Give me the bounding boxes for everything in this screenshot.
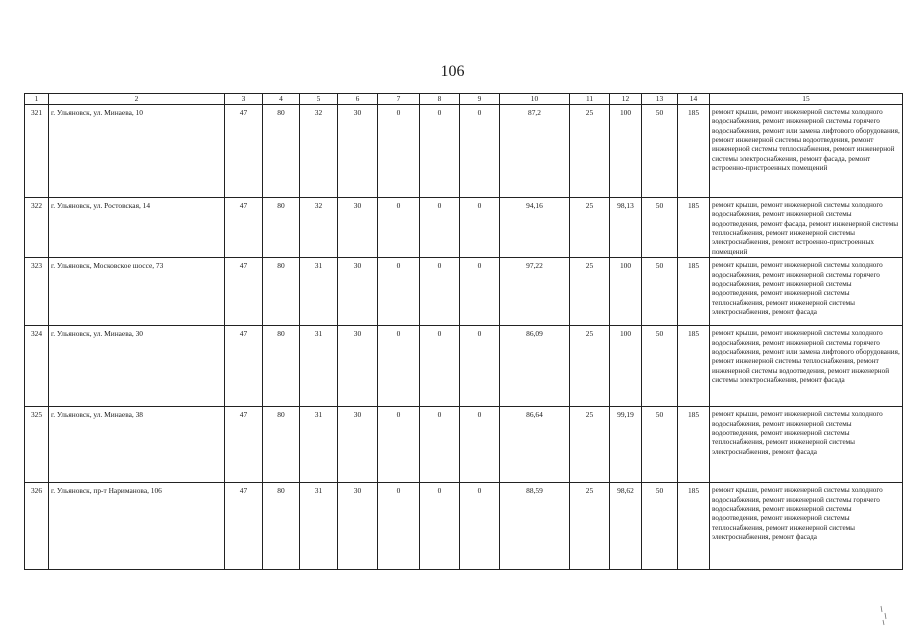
value-cell: 88,59 xyxy=(500,483,570,570)
value-cell: 0 xyxy=(378,105,420,198)
value-cell: 30 xyxy=(338,407,378,483)
repair-works-cell: ремонт крыши, ремонт инженерной системы холодного водоснабжения, ремонт инженерной системы водоотведения, ремонт фасада, ремонт инженерной системы теплоснабжения, ремонт инженерной системы электроснабжения, ремонт встроенно-пристроенных помещений xyxy=(710,198,903,258)
value-cell: 0 xyxy=(378,198,420,258)
value-cell: 25 xyxy=(570,407,610,483)
repair-works-cell: ремонт крыши, ремонт инженерной системы холодного водоснабжения, ремонт инженерной системы горячего водоснабжения, ремонт или замена лифтового оборудования, ремонт инженерной системы водоотведения, ремонт инженерной системы теплоснабжения, ремонт инженерной системы электроснабжения, ремонт фасада, ремонт встроенно-пристроенных помещений xyxy=(710,105,903,198)
value-cell: 80 xyxy=(263,407,300,483)
value-cell: 0 xyxy=(420,105,460,198)
value-cell: 0 xyxy=(378,258,420,326)
address-cell: г. Ульяновск, Московское шоссе, 73 xyxy=(49,258,225,326)
value-cell: 50 xyxy=(642,105,678,198)
value-cell: 30 xyxy=(338,483,378,570)
address-cell: г. Ульяновск, ул. Минаева, 10 xyxy=(49,105,225,198)
value-cell: 47 xyxy=(225,105,263,198)
value-cell: 98,13 xyxy=(610,198,642,258)
value-cell: 185 xyxy=(678,258,710,326)
column-header: 1 xyxy=(25,94,49,105)
value-cell: 32 xyxy=(300,105,338,198)
value-cell: 94,16 xyxy=(500,198,570,258)
value-cell: 100 xyxy=(610,258,642,326)
value-cell: 0 xyxy=(420,258,460,326)
value-cell: 47 xyxy=(225,326,263,407)
value-cell: 30 xyxy=(338,105,378,198)
value-cell: 185 xyxy=(678,407,710,483)
table-row xyxy=(25,258,903,326)
value-cell: 31 xyxy=(300,407,338,483)
value-cell: 31 xyxy=(300,258,338,326)
value-cell: 0 xyxy=(420,483,460,570)
address-cell: г. Ульяновск, ул. Минаева, 30 xyxy=(49,326,225,407)
address-cell: г. Ульяновск, ул. Ростовская, 14 xyxy=(49,198,225,258)
value-cell: 50 xyxy=(642,407,678,483)
value-cell: 80 xyxy=(263,258,300,326)
value-cell: 80 xyxy=(263,483,300,570)
value-cell: 25 xyxy=(570,105,610,198)
value-cell: 0 xyxy=(378,326,420,407)
column-header: 14 xyxy=(678,94,710,105)
column-header: 9 xyxy=(460,94,500,105)
value-cell: 99,19 xyxy=(610,407,642,483)
column-header: 12 xyxy=(610,94,642,105)
value-cell: 30 xyxy=(338,326,378,407)
value-cell: 80 xyxy=(263,198,300,258)
column-number-row xyxy=(25,94,903,105)
column-header: 8 xyxy=(420,94,460,105)
row-number: 325 xyxy=(25,407,49,483)
value-cell: 80 xyxy=(263,326,300,407)
value-cell: 86,64 xyxy=(500,407,570,483)
table-row xyxy=(25,198,903,258)
value-cell: 0 xyxy=(460,326,500,407)
value-cell: 25 xyxy=(570,258,610,326)
column-header: 5 xyxy=(300,94,338,105)
value-cell: 30 xyxy=(338,258,378,326)
table-row xyxy=(25,407,903,483)
value-cell: 25 xyxy=(570,326,610,407)
value-cell: 185 xyxy=(678,483,710,570)
row-number: 322 xyxy=(25,198,49,258)
value-cell: 31 xyxy=(300,326,338,407)
value-cell: 25 xyxy=(570,198,610,258)
value-cell: 185 xyxy=(678,198,710,258)
repair-works-cell: ремонт крыши, ремонт инженерной системы холодного водоснабжения, ремонт инженерной системы горячего водоснабжения, ремонт инженерной системы водоотведения, ремонт инженерной системы теплоснабжения, ремонт инженерной системы электроснабжения, ремонт фасада xyxy=(710,258,903,326)
table-row xyxy=(25,326,903,407)
value-cell: 50 xyxy=(642,326,678,407)
value-cell: 50 xyxy=(642,258,678,326)
row-number: 324 xyxy=(25,326,49,407)
address-cell: г. Ульяновск, пр-т Нариманова, 106 xyxy=(49,483,225,570)
value-cell: 47 xyxy=(225,483,263,570)
row-number: 326 xyxy=(25,483,49,570)
value-cell: 0 xyxy=(378,483,420,570)
value-cell: 50 xyxy=(642,483,678,570)
repair-works-cell: ремонт крыши, ремонт инженерной системы холодного водоснабжения, ремонт инженерной системы горячего водоснабжения, ремонт или замена лифтового оборудования, ремонт инженерной системы теплоснабжения, ремонт инженерной системы водоотведения, ремонт инженерной системы электроснабжения, ремонт фасада xyxy=(710,326,903,407)
address-cell: г. Ульяновск, ул. Минаева, 38 xyxy=(49,407,225,483)
value-cell: 0 xyxy=(460,198,500,258)
value-cell: 87,2 xyxy=(500,105,570,198)
table-row xyxy=(25,105,903,198)
column-header: 13 xyxy=(642,94,678,105)
row-number: 323 xyxy=(25,258,49,326)
value-cell: 185 xyxy=(678,326,710,407)
value-cell: 50 xyxy=(642,198,678,258)
value-cell: 0 xyxy=(420,326,460,407)
table-row xyxy=(25,483,903,570)
value-cell: 30 xyxy=(338,198,378,258)
value-cell: 100 xyxy=(610,105,642,198)
value-cell: 0 xyxy=(378,407,420,483)
value-cell: 80 xyxy=(263,105,300,198)
value-cell: 25 xyxy=(570,483,610,570)
repair-works-cell: ремонт крыши, ремонт инженерной системы холодного водоснабжения, ремонт инженерной системы водоотведения, ремонт инженерной системы теплоснабжения, ремонт инженерной системы электроснабжения, ремонт фасада xyxy=(710,407,903,483)
value-cell: 0 xyxy=(460,105,500,198)
value-cell: 0 xyxy=(420,407,460,483)
column-header: 3 xyxy=(225,94,263,105)
column-header: 7 xyxy=(378,94,420,105)
pen-mark xyxy=(879,604,889,626)
value-cell: 100 xyxy=(610,326,642,407)
value-cell: 31 xyxy=(300,483,338,570)
repair-program-table xyxy=(24,93,903,570)
repair-works-cell: ремонт крыши, ремонт инженерной системы холодного водоснабжения, ремонт инженерной системы горячего водоснабжения, ремонт инженерной системы водоотведения, ремонт инженерной системы теплоснабжения, ремонт инженерной системы электроснабжения, ремонт фасада xyxy=(710,483,903,570)
value-cell: 0 xyxy=(420,198,460,258)
column-header: 2 xyxy=(49,94,225,105)
column-header: 10 xyxy=(500,94,570,105)
value-cell: 97,22 xyxy=(500,258,570,326)
column-header: 15 xyxy=(710,94,903,105)
value-cell: 47 xyxy=(225,198,263,258)
value-cell: 86,09 xyxy=(500,326,570,407)
column-header: 6 xyxy=(338,94,378,105)
value-cell: 0 xyxy=(460,407,500,483)
column-header: 4 xyxy=(263,94,300,105)
page-number: 106 xyxy=(440,63,465,80)
value-cell: 32 xyxy=(300,198,338,258)
value-cell: 0 xyxy=(460,258,500,326)
row-number: 321 xyxy=(25,105,49,198)
value-cell: 185 xyxy=(678,105,710,198)
column-header: 11 xyxy=(570,94,610,105)
value-cell: 47 xyxy=(225,407,263,483)
value-cell: 0 xyxy=(460,483,500,570)
value-cell: 98,62 xyxy=(610,483,642,570)
value-cell: 47 xyxy=(225,258,263,326)
